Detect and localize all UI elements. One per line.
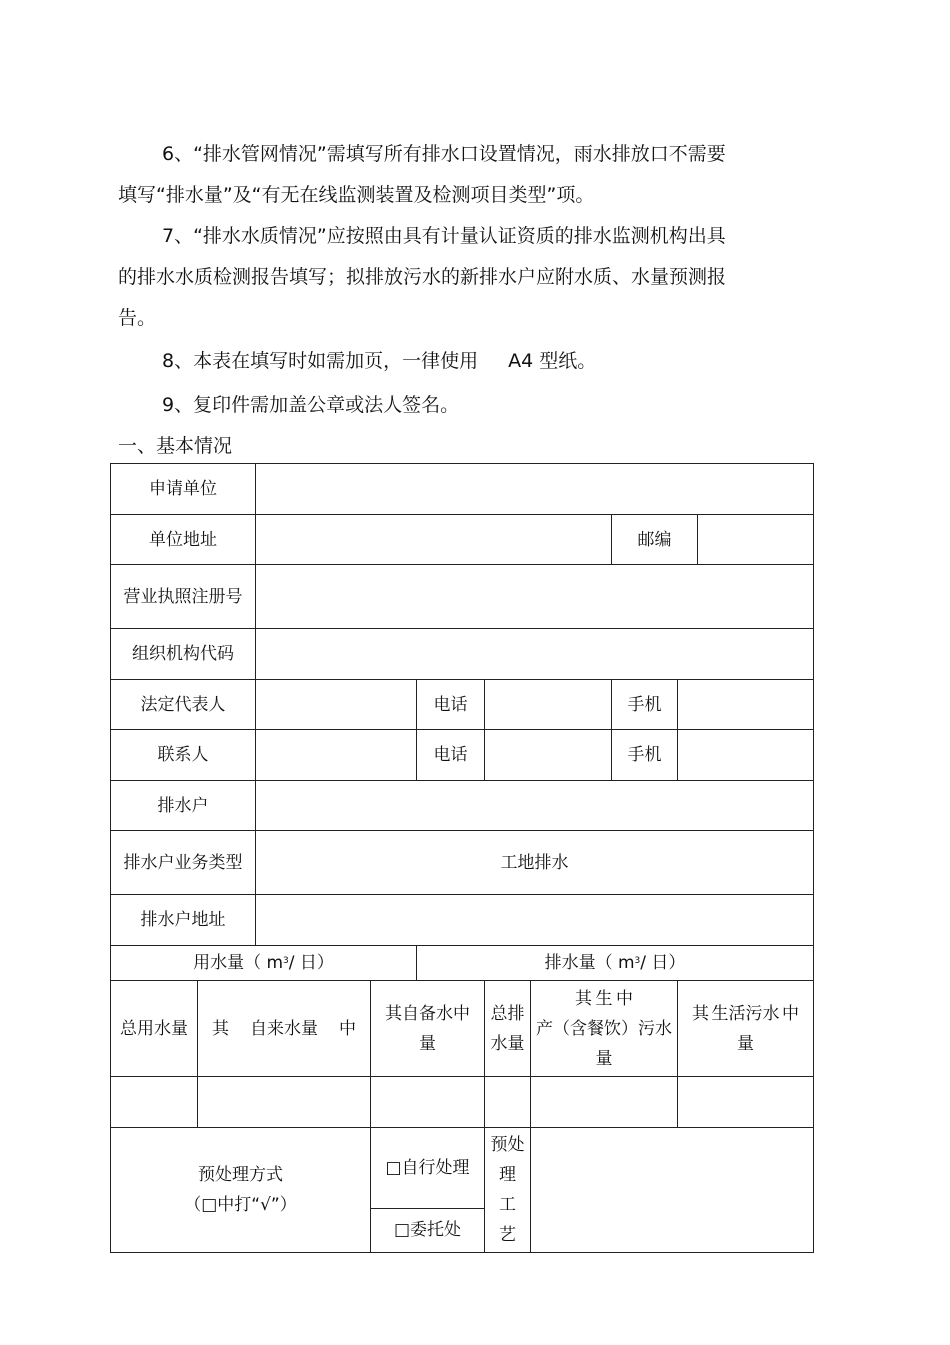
total-drain-label: 总排水量: [485, 981, 531, 1077]
pretreat-method-text: 预处理方式: [198, 1165, 283, 1185]
drain-header-text: 排水量（ $m^3/$ 日）: [544, 953, 686, 973]
license-field[interactable]: [256, 565, 814, 629]
business-type-label: 排水户业务类型: [111, 831, 256, 895]
note-8: [162, 341, 596, 382]
drain-header: [417, 946, 814, 981]
legal-rep-phone-label: 电话: [417, 680, 485, 730]
applicant-label: 申请单位: [111, 464, 256, 515]
pretreat-method-label: [111, 1128, 371, 1253]
business-type-field[interactable]: 工地排水: [256, 831, 814, 895]
self-water-label: [371, 981, 485, 1077]
contact-phone-label: 电话: [417, 730, 485, 781]
basic-info-table: [110, 463, 814, 1253]
self-treat-checkbox[interactable]: □自行处理: [371, 1128, 485, 1209]
household-address-field[interactable]: [256, 895, 814, 946]
contact-label: 联系人: [111, 730, 256, 781]
of-which-b: 中: [616, 988, 633, 1009]
note-6-line1: 6、“排水管网情况”需填写所有排水口设置情况，雨水排放口不需要: [162, 143, 726, 165]
note-6: [118, 134, 808, 216]
section-title: 一、基本情况: [118, 435, 233, 457]
self-water-text: 自备水量: [402, 1003, 453, 1054]
pretreat-process-field[interactable]: [531, 1128, 814, 1253]
note-8-paper: A4 型纸。: [508, 350, 597, 372]
self-water-value[interactable]: [371, 1077, 485, 1128]
entrust-treat-checkbox[interactable]: □委托处: [371, 1208, 485, 1252]
domestic-sewage-text: 生活污水量: [711, 1003, 780, 1054]
pretreat-process-a: 预处理: [490, 1135, 525, 1185]
note-6-line2: 填写“排水量”及“有无在线监测装置及检测项目类型”项。: [118, 184, 595, 206]
of-which-a: 其: [692, 1003, 709, 1024]
household-label: 排水户: [111, 781, 256, 831]
note-7-line1: 7、“排水水质情况”应按照由具有计量认证资质的排水监测机构出具: [162, 225, 726, 247]
pretreat-hint-text: （□中打“√”）: [184, 1195, 297, 1215]
contact-field[interactable]: [256, 730, 417, 781]
address-field[interactable]: [256, 515, 612, 565]
legal-rep-phone-field[interactable]: [485, 680, 612, 730]
license-label: 营业执照注册号: [111, 565, 256, 629]
total-use-label: 总用水量: [111, 981, 198, 1077]
production-sewage-label: [531, 981, 678, 1077]
household-address-label: 排水户地址: [111, 895, 256, 946]
contact-mobile-field[interactable]: [678, 730, 814, 781]
total-use-value[interactable]: [111, 1077, 198, 1128]
tap-water-text: 自来水量: [250, 1018, 318, 1039]
tap-water-value[interactable]: [198, 1077, 371, 1128]
household-field[interactable]: [256, 781, 814, 831]
contact-mobile-label: 手机: [612, 730, 678, 781]
pretreat-process-b: 工 艺: [499, 1195, 533, 1245]
note-7: [118, 216, 808, 339]
tap-water-label: [198, 981, 371, 1077]
note-9-text: 9、复印件需加盖公章或法人签名。: [162, 394, 460, 416]
of-which-a: 其: [212, 1018, 229, 1039]
total-drain-value[interactable]: [485, 1077, 531, 1128]
postcode-field[interactable]: [698, 515, 814, 565]
org-code-label: 组织机构代码: [111, 629, 256, 680]
of-which-b: 中: [782, 1003, 799, 1024]
production-sewage-value[interactable]: [531, 1077, 678, 1128]
applicant-field[interactable]: [256, 464, 814, 515]
pretreat-process-label: [485, 1128, 531, 1253]
contact-phone-field[interactable]: [485, 730, 612, 781]
note-8-text: 8、本表在填写时如需加页，一律使用: [162, 350, 479, 372]
address-label: 单位地址: [111, 515, 256, 565]
note-9: [162, 385, 459, 426]
postcode-label: 邮编: [612, 515, 698, 565]
of-which-b: 中: [339, 1018, 356, 1039]
legal-rep-field[interactable]: [256, 680, 417, 730]
org-code-field[interactable]: [256, 629, 814, 680]
domestic-sewage-value[interactable]: [678, 1077, 814, 1128]
water-use-header-text: 用水量（ $m^3/$ 日）: [193, 953, 334, 973]
note-7-line3: 告。: [118, 307, 157, 329]
legal-rep-label: 法定代表人: [111, 680, 256, 730]
note-7-line2: 的排水水质检测报告填写；拟排放污水的新排水户应附水质、水量预测报: [118, 266, 727, 288]
of-which-b: 中: [453, 1003, 470, 1024]
superscript-3: 3: [634, 956, 641, 966]
legal-rep-mobile-label: 手机: [612, 680, 678, 730]
domestic-sewage-label: [678, 981, 814, 1077]
of-which-a: 其: [385, 1003, 402, 1024]
superscript-3: 3: [283, 956, 289, 966]
legal-rep-mobile-field[interactable]: [678, 680, 814, 730]
water-use-header: [111, 946, 417, 981]
of-which-a: 其: [575, 988, 592, 1009]
production-sewage-text: 生产（含餐饮）污水量: [536, 988, 672, 1069]
